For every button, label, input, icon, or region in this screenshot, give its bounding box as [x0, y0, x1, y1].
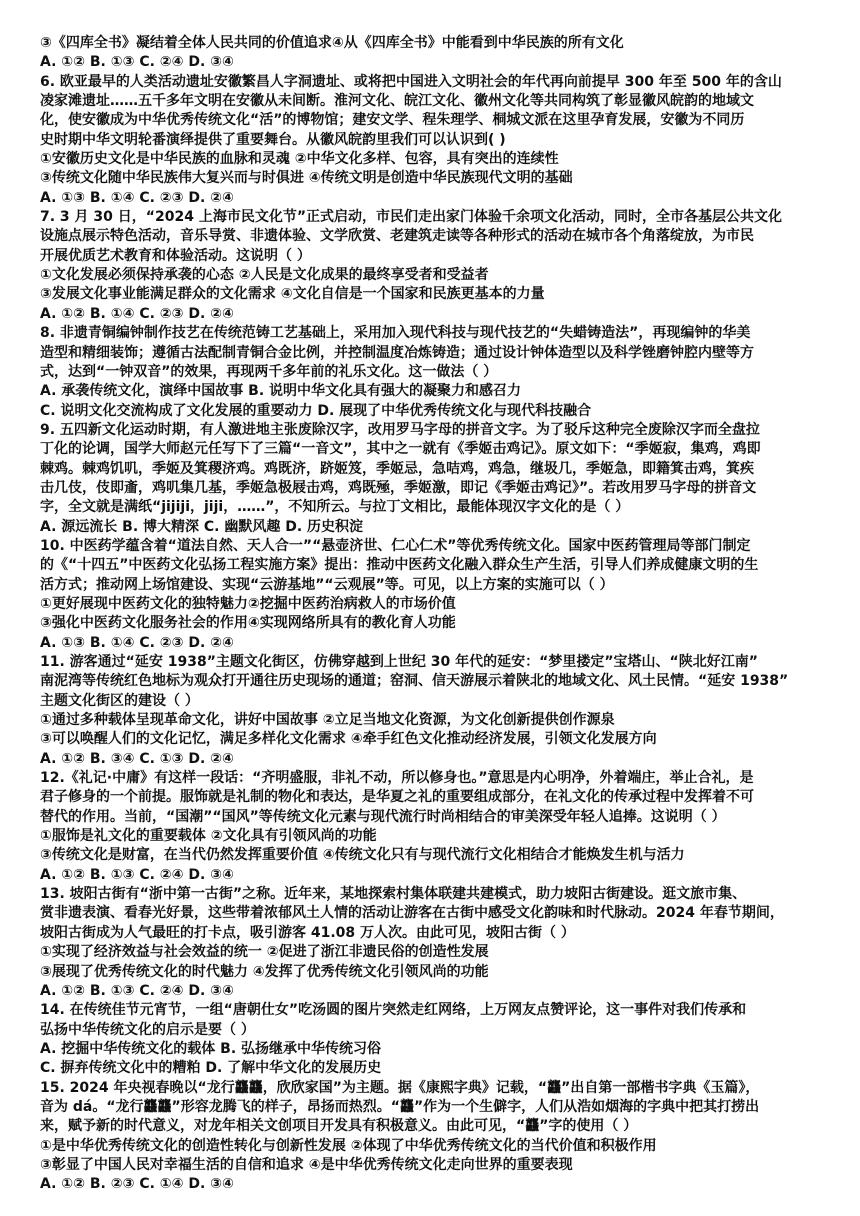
text-line: 15. 2024 年央视春晚以“龙行龘龘，欣欣家国”为主题。据《康熙字典》记载，“龘”出自第一部楷书字典《玉篇》，: [40, 1079, 760, 1096]
text-line: 10. 中医药学蕴含着“道法自然、天人合一”“悬壶济世、仁心仁术”等优秀传统文化。国家中医药管理局等部门制定: [40, 537, 751, 554]
text-line: ③传统文化随中华民族伟大复兴而与时俱进 ④传统文明是创造中华民族现代文明的基础: [40, 170, 573, 187]
text-line: 主题文化街区的建设（ ）: [40, 692, 199, 709]
text-line: ③发展文化事业能满足群众的文化需求 ④文化自信是一个国家和民族更基本的力量: [40, 286, 545, 303]
text-line: A. ①② B. ①③ C. ②④ D. ③④: [40, 866, 234, 883]
text-line: A. ①③ B. ①④ C. ②③ D. ②④: [40, 634, 234, 651]
text-line: ①更好展现中医药文化的独特魅力②挖掘中医药治病救人的市场价值: [40, 595, 456, 612]
text-line: 14. 在传统佳节元宵节，一组“唐朝仕女”吃汤圆的图片突然走红网络，上万网友点赞评论，这一事件对我们传承和: [40, 1002, 747, 1019]
text-line: 丁化的论调，国学大师赵元任写下了三篇“一音文”，其中之一就有《季姬击鸡记》。原文如下：“季姬寂，集鸡，鸡即: [40, 441, 761, 458]
text-line: ①是中华优秀传统文化的创造性转化与创新性发展 ②体现了中华优秀传统文化的当代价值和积极作用: [40, 1137, 657, 1154]
text-line: C. 摒弃传统文化中的糟粕 D. 了解中华文化的发展历史: [40, 1060, 382, 1077]
text-line: ③《四库全书》凝结着全体人民共同的价值追求④从《四库全书》中能看到中华民族的所有文化: [40, 35, 624, 51]
text-line: ①安徽历史文化是中华民族的血脉和灵魂 ②中华文化多样、包容，具有突出的连续性: [40, 151, 559, 168]
text-line: ①通过多种载体呈现革命文化，讲好中国故事 ②立足当地文化资源，为文化创新提供创作源泉: [40, 712, 615, 729]
text-line: A. ①② B. ①③ C. ②④ D. ③④: [40, 982, 234, 999]
text-line: 的《“十四五”中医药文化弘扬工程实施方案》提出：推动中医药文化融入群众生产生活，引导人们养成健康文明的生: [40, 557, 759, 574]
text-line: 赏非遗表演、看春光好景，这些带着浓郁风土人情的活动让游客在古街中感受文化韵味和时代脉动。2024 年春节期间，: [40, 905, 784, 922]
text-line: 活方式；推动网上场馆建设、实现“云游基地”“云观展”等。可见，以上方案的实施可以（ ）: [40, 576, 614, 593]
text-line: A. ①② B. ①③ C. ②④ D. ③④: [40, 54, 234, 71]
text-line: 史时期中华文明轮番演绎提供了重要舞台。从徽风皖韵里我们可以认识到( ): [40, 131, 506, 148]
text-line: ①服饰是礼文化的重要载体 ②文化具有引领风尚的功能: [40, 828, 377, 845]
text-line: 音为 dá。“龙行龘龘”形容龙腾飞的样子，昂扬而热烈。“龘”作为一个生僻字，人们从浩如烟海的字典中把其打捞出: [40, 1098, 760, 1115]
text-line: 设施点展示特色活动，音乐导赏、非遗体验、文学欣赏、老建筑走读等各种形式的活动在城市各个角落绽放，为市民: [40, 228, 754, 245]
text-line: 8. 非遗青铜编钟制作技艺在传统范铸工艺基础上，采用加入现代科技与现代技艺的“失蜡铸造法”，再现编钟的华美: [40, 325, 751, 342]
text-line: C. 说明文化交流构成了文化发展的重要动力 D. 展现了中华优秀传统文化与现代科技融合: [40, 402, 592, 419]
text-line: ①实现了经济效益与社会效益的统一 ②促进了浙江非遗民俗的创造性发展: [40, 944, 489, 961]
text-line: 造型和精细装饰；遵循古法配制青铜合金比例，并控制温度冶炼铸造；通过设计钟体造型以及科学锉磨钟腔内壁等方: [40, 344, 754, 361]
text-line: 凌家滩遗址……五千多年文明在安徽从未间断。淮河文化、皖江文化、徽州文化等共同构筑了彰显徽风皖韵的地域文: [40, 93, 754, 110]
text-line: 棘鸡。棘鸡饥叽，季姬及箕稷济鸡。鸡既济，跻姬笈，季姬忌，急咭鸡，鸡急，继圾几，季姬急，即籍箕击鸡，箕疾: [40, 460, 754, 477]
text-line: 开展优质艺术教育和体验活动。这说明（ ）: [40, 247, 311, 264]
text-line: A. 源远流长 B. 博大精深 C. 幽默风趣 D. 历史积淀: [40, 518, 364, 535]
text-line: ③展现了优秀传统文化的时代魅力 ④发挥了优秀传统文化引领风尚的功能: [40, 963, 489, 980]
text-line: 6. 欧亚最早的人类活动遗址安徽繁昌人字洞遗址、或将把中国进入文明社会的年代再向前提早 300 年至 500 年的含山: [40, 73, 782, 90]
text-line: 替代的作用。当前，“国潮”“国风”等传统文化元素与现代流行时尚相结合的审美深受年轻人追捧。这说明（ ）: [40, 808, 726, 825]
text-line: ③彰显了中国人民对幸福生活的自信和追求 ④是中华优秀传统文化走向世界的重要表现: [40, 1156, 573, 1173]
text-line: A. ①② B. ②③ C. ①④ D. ③④: [40, 1176, 234, 1193]
text-line: ③传统文化是财富，在当代仍然发挥重要价值 ④传统文化只有与现代流行文化相结合才能焕发生机与活力: [40, 847, 685, 864]
text-line: A. ①③ B. ①④ C. ②③ D. ②④: [40, 189, 234, 206]
text-line: ③可以唤醒人们的文化记忆，满足多样化文化需求 ④牵手红色文化推动经济发展，引领文化发展方向: [40, 731, 657, 748]
text-line: A. 承袭传统文化，演绎中国故事 B. 说明中华文化具有强大的凝聚力和感召力: [40, 383, 522, 400]
text-line: 南泥湾等传统红色地标为观众打开通往历史现场的通道；窑洞、信天游展示着陕北的地域文化、风土民情。“延安 1938”: [40, 673, 789, 690]
text-line: 11. 游客通过“延安 1938”主题文化街区，仿佛穿越到上世纪 30 年代的延安：“梦里搂定”宝塔山、“陕北好江南”: [40, 654, 758, 670]
text-line: 化，使安徽成为中华优秀传统文化“活”的博物馆；建安文学、程朱理学、桐城文派在这里孕育发展，安徽为不同历: [40, 112, 745, 129]
text-line: 坡阳古街成为人气最旺的打卡点，吸引游客 41.08 万人次。由此可见，坡阳古街（ ）: [40, 924, 575, 941]
text-line: 9. 五四新文化运动时期，有人激进地主张废除汉字，改用罗马字母的拼音文字。为了驳斥这种完全废除汉字而全盘拉: [40, 421, 760, 438]
text-line: ③强化中医药文化服务社会的作用④实现网络所具有的教化育人功能: [40, 615, 456, 632]
text-line: A. 挖掘中华传统文化的载体 B. 弘扬继承中华传统习俗: [40, 1040, 382, 1057]
text-line: A. ①② B. ①④ C. ②③ D. ②④: [40, 305, 234, 322]
text-line: 7. 3 月 30 日，“2024 上海市民文化节”正式启动，市民们走出家门体验千余项文化活动，同时，全市各基层公共文化: [40, 209, 783, 226]
text-line: 君子修身的一个前提。服饰就是礼制的物化和表达，是华夏之礼的重要组成部分，在礼文化的传承过程中发挥着不可: [40, 789, 754, 806]
text-line: 式，达到“一钟双音”的效果，再现两千多年前的礼乐文化。这一做法（ ）: [40, 363, 498, 380]
text-line: 弘扬中华传统文化的启示是要（ ）: [40, 1021, 255, 1038]
text-line: 字，全文就是满纸“jijiji，jiji，……”，不知所云。与拉丁文相比，最能体现汉字文化的是（ ）: [40, 499, 630, 516]
text-line: A. ①② B. ③④ C. ①③ D. ②④: [40, 750, 234, 767]
text-line: 击几伎，伎即齑，鸡叽集几基，季姬急极屐击鸡，鸡既殛，季姬激，即记《季姬击鸡记》”。若改用罗马字母的拼音文: [40, 479, 757, 496]
text-line: 12.《礼记·中庸》有这样一段话：“齐明盛服，非礼不动，所以修身也。”意思是内心明净，外着端庄，举止合礼，是: [40, 770, 754, 787]
text-line: ①文化发展必须保持承袭的心态 ②人民是文化成果的最终享受者和受益者: [40, 267, 489, 284]
text-line: 13. 坡阳古街有“浙中第一古街”之称。近年来，某地探索村集体联建共建模式，助力坡阳古街建设。逛文旅市集、: [40, 886, 747, 903]
text-line: 来，赋予新的时代意义，对龙年相关文创项目开发具有积极意义。由此可见，“龘”字的使用（ ）: [40, 1118, 638, 1135]
